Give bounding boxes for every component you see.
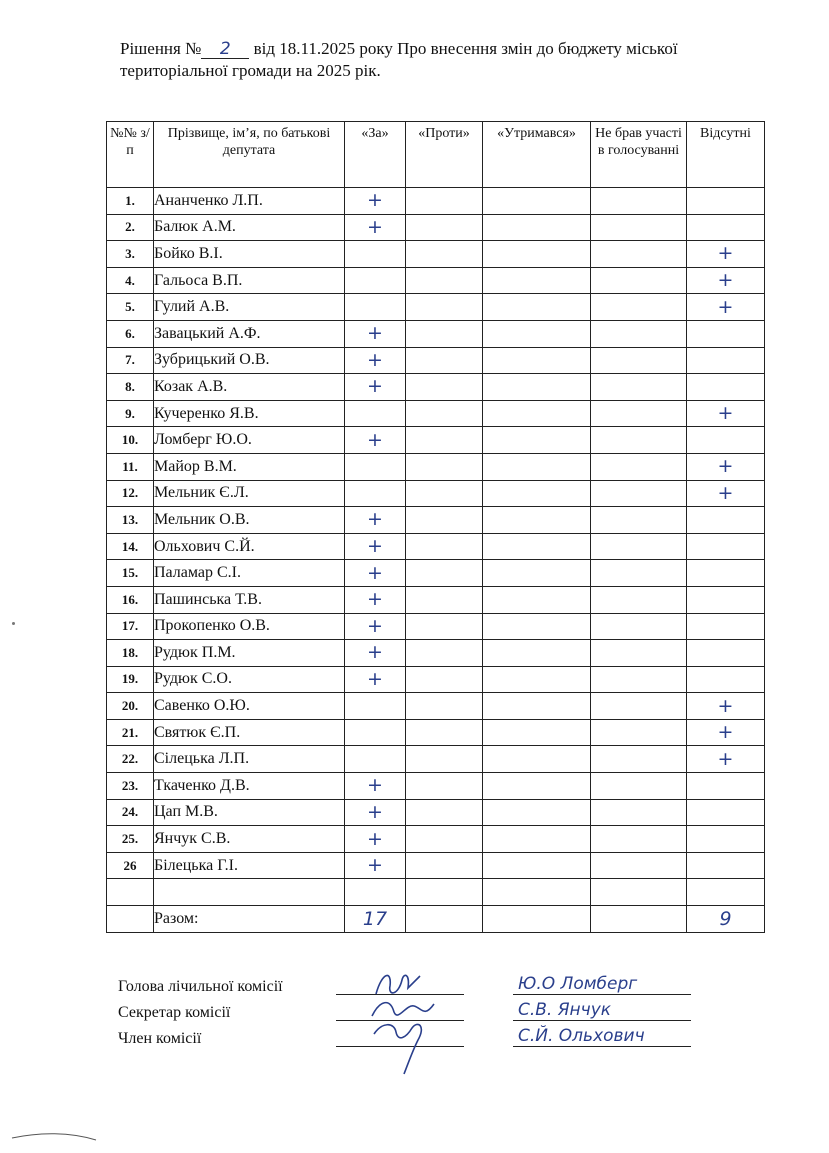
decision-number: 2 xyxy=(201,40,249,59)
header-name: Прізвище, ім’я, по батькові депутата xyxy=(154,122,345,188)
vote-ne-brav xyxy=(591,241,687,268)
vote-vidsutni xyxy=(687,586,765,613)
vote-ne-brav xyxy=(591,719,687,746)
vote-vidsutni: + xyxy=(687,719,765,746)
row-number xyxy=(107,879,154,906)
decision-title-line1: від 18.11.2025 року Про внесення змін до бюджету міської xyxy=(249,39,678,58)
vote-za: + xyxy=(345,666,406,693)
table-row xyxy=(107,640,765,667)
row-number: 12. xyxy=(107,480,154,507)
deputy-name: Гальоса В.П. xyxy=(154,267,345,294)
vote-vidsutni: + xyxy=(687,241,765,268)
vote-za: + xyxy=(345,347,406,374)
vote-ne-brav xyxy=(591,826,687,853)
deputy-name: Мельник О.В. xyxy=(154,507,345,534)
vote-ne-brav xyxy=(591,560,687,587)
vote-za xyxy=(345,693,406,720)
vote-ne-brav xyxy=(591,320,687,347)
vote-utrymavsia xyxy=(483,746,591,773)
deputy-name: Мельник Є.Л. xyxy=(154,480,345,507)
vote-utrymavsia xyxy=(483,347,591,374)
vote-utrymavsia xyxy=(483,826,591,853)
vote-za: + xyxy=(345,507,406,534)
row-number: 17. xyxy=(107,613,154,640)
table-row xyxy=(107,560,765,587)
vote-vidsutni xyxy=(687,773,765,800)
vote-za: + xyxy=(345,852,406,879)
vote-proty xyxy=(406,586,483,613)
vote-za: + xyxy=(345,773,406,800)
table-row xyxy=(107,480,765,507)
vote-za: + xyxy=(345,427,406,454)
vote-utrymavsia xyxy=(483,480,591,507)
vote-vidsutni: + xyxy=(687,294,765,321)
vote-proty xyxy=(406,746,483,773)
row-number: 16. xyxy=(107,586,154,613)
vote-vidsutni xyxy=(687,188,765,215)
signature-row xyxy=(118,1028,758,1054)
signature-line xyxy=(513,1020,691,1021)
vote-ne-brav xyxy=(591,188,687,215)
deputy-name xyxy=(154,879,345,906)
vote-ne-brav xyxy=(591,640,687,667)
vote-utrymavsia xyxy=(483,427,591,454)
row-number: 15. xyxy=(107,560,154,587)
table-row xyxy=(107,400,765,427)
table-row xyxy=(107,693,765,720)
deputy-name: Сілецька Л.П. xyxy=(154,746,345,773)
row-number: 9. xyxy=(107,400,154,427)
row-number: 4. xyxy=(107,267,154,294)
vote-vidsutni xyxy=(687,533,765,560)
row-number: 18. xyxy=(107,640,154,667)
vote-proty xyxy=(406,879,483,906)
deputy-name: Ольхович С.Й. xyxy=(154,533,345,560)
vote-za xyxy=(345,719,406,746)
deputy-name: Ткаченко Д.В. xyxy=(154,773,345,800)
vote-proty xyxy=(406,453,483,480)
vote-proty xyxy=(406,400,483,427)
table-row xyxy=(107,879,765,906)
row-number: 14. xyxy=(107,533,154,560)
vote-za xyxy=(345,294,406,321)
row-number: 19. xyxy=(107,666,154,693)
row-number: 8. xyxy=(107,374,154,401)
vote-ne-brav xyxy=(591,400,687,427)
vote-vidsutni xyxy=(687,666,765,693)
deputy-name: Янчук С.В. xyxy=(154,826,345,853)
vote-ne-brav xyxy=(591,879,687,906)
vote-proty xyxy=(406,693,483,720)
vote-za: + xyxy=(345,613,406,640)
row-number: 20. xyxy=(107,693,154,720)
vote-ne-brav xyxy=(591,586,687,613)
vote-vidsutni xyxy=(687,799,765,826)
deputy-name: Святюк Є.П. xyxy=(154,719,345,746)
table-row xyxy=(107,347,765,374)
vote-ne-brav xyxy=(591,852,687,879)
vote-utrymavsia xyxy=(483,666,591,693)
deputy-name: Ананченко Л.П. xyxy=(154,188,345,215)
vote-utrymavsia xyxy=(483,374,591,401)
vote-utrymavsia xyxy=(483,320,591,347)
scan-dot xyxy=(12,622,15,625)
vote-utrymavsia xyxy=(483,640,591,667)
deputy-name: Кучеренко Я.В. xyxy=(154,400,345,427)
vote-proty xyxy=(406,294,483,321)
vote-ne-brav xyxy=(591,746,687,773)
vote-utrymavsia xyxy=(483,294,591,321)
signature-name: Ю.О Ломберг xyxy=(518,974,638,994)
vote-ne-brav xyxy=(591,613,687,640)
vote-ne-brav xyxy=(591,480,687,507)
table-row xyxy=(107,320,765,347)
deputy-name: Цап М.В. xyxy=(154,799,345,826)
decision-prefix: Рішення № xyxy=(120,39,202,58)
row-number: 13. xyxy=(107,507,154,534)
vote-ne-brav xyxy=(591,773,687,800)
vote-za xyxy=(345,400,406,427)
deputy-name: Рудюк С.О. xyxy=(154,666,345,693)
vote-proty xyxy=(406,613,483,640)
vote-utrymavsia xyxy=(483,586,591,613)
total-ne-brav xyxy=(591,906,687,933)
total-za: 17 xyxy=(345,906,406,933)
row-number: 2. xyxy=(107,214,154,241)
vote-proty xyxy=(406,719,483,746)
row-number: 11. xyxy=(107,453,154,480)
decision-title-line2: територіальної громади на 2025 рік. xyxy=(120,61,381,80)
row-number: 3. xyxy=(107,241,154,268)
table-row xyxy=(107,852,765,879)
table-header-row xyxy=(107,122,765,188)
vote-vidsutni xyxy=(687,613,765,640)
row-number: 7. xyxy=(107,347,154,374)
vote-utrymavsia xyxy=(483,773,591,800)
vote-vidsutni xyxy=(687,214,765,241)
vote-vidsutni: + xyxy=(687,693,765,720)
vote-vidsutni xyxy=(687,320,765,347)
table-row xyxy=(107,241,765,268)
vote-ne-brav xyxy=(591,666,687,693)
vote-utrymavsia xyxy=(483,507,591,534)
row-number: 21. xyxy=(107,719,154,746)
vote-utrymavsia xyxy=(483,400,591,427)
vote-proty xyxy=(406,666,483,693)
vote-proty xyxy=(406,560,483,587)
vote-ne-brav xyxy=(591,693,687,720)
signature-role: Голова лічильної комісії xyxy=(118,978,283,995)
table-row xyxy=(107,826,765,853)
vote-za: + xyxy=(345,188,406,215)
vote-za: + xyxy=(345,799,406,826)
vote-utrymavsia xyxy=(483,214,591,241)
vote-proty xyxy=(406,374,483,401)
vote-utrymavsia xyxy=(483,560,591,587)
vote-ne-brav xyxy=(591,374,687,401)
deputy-name: Завацький А.Ф. xyxy=(154,320,345,347)
row-number: 10. xyxy=(107,427,154,454)
voting-table xyxy=(106,121,765,933)
row-number: 23. xyxy=(107,773,154,800)
vote-ne-brav xyxy=(591,507,687,534)
vote-za xyxy=(345,453,406,480)
vote-ne-brav xyxy=(591,347,687,374)
header-ne-brav: Не брав участі в голосуванні xyxy=(591,122,687,188)
vote-ne-brav xyxy=(591,427,687,454)
vote-vidsutni: + xyxy=(687,453,765,480)
deputy-name: Білецька Г.І. xyxy=(154,852,345,879)
deputy-name: Пашинська Т.В. xyxy=(154,586,345,613)
deputy-name: Майор В.М. xyxy=(154,453,345,480)
total-label: Разом: xyxy=(154,906,345,933)
table-row xyxy=(107,719,765,746)
vote-proty xyxy=(406,427,483,454)
vote-za: + xyxy=(345,640,406,667)
vote-proty xyxy=(406,640,483,667)
vote-utrymavsia xyxy=(483,188,591,215)
row-number: 1. xyxy=(107,188,154,215)
table-row xyxy=(107,453,765,480)
vote-vidsutni xyxy=(687,640,765,667)
table-row xyxy=(107,214,765,241)
scan-mark-icon xyxy=(10,1126,100,1146)
vote-proty xyxy=(406,241,483,268)
vote-za xyxy=(345,480,406,507)
vote-proty xyxy=(406,214,483,241)
vote-za: + xyxy=(345,533,406,560)
vote-ne-brav xyxy=(591,453,687,480)
table-row xyxy=(107,427,765,454)
table-row xyxy=(107,746,765,773)
deputy-name: Савенко О.Ю. xyxy=(154,693,345,720)
vote-utrymavsia xyxy=(483,719,591,746)
total-proty xyxy=(406,906,483,933)
header-utrymavsia: «Утримався» xyxy=(483,122,591,188)
header-za: «За» xyxy=(345,122,406,188)
table-row xyxy=(107,666,765,693)
vote-utrymavsia xyxy=(483,693,591,720)
header-vidsutni: Відсутні xyxy=(687,122,765,188)
vote-ne-brav xyxy=(591,214,687,241)
vote-vidsutni xyxy=(687,879,765,906)
deputy-name: Прокопенко О.В. xyxy=(154,613,345,640)
vote-vidsutni: + xyxy=(687,746,765,773)
table-row xyxy=(107,294,765,321)
signature-line xyxy=(513,994,691,995)
vote-proty xyxy=(406,773,483,800)
row-number: 25. xyxy=(107,826,154,853)
deputy-name: Бойко В.І. xyxy=(154,241,345,268)
vote-utrymavsia xyxy=(483,241,591,268)
deputy-name: Рудюк П.М. xyxy=(154,640,345,667)
vote-utrymavsia xyxy=(483,799,591,826)
vote-proty xyxy=(406,852,483,879)
total-utrymavsia xyxy=(483,906,591,933)
row-number: 24. xyxy=(107,799,154,826)
vote-ne-brav xyxy=(591,267,687,294)
vote-proty xyxy=(406,267,483,294)
vote-proty xyxy=(406,320,483,347)
vote-ne-brav xyxy=(591,533,687,560)
total-num-cell xyxy=(107,906,154,933)
vote-za: + xyxy=(345,826,406,853)
vote-vidsutni: + xyxy=(687,480,765,507)
vote-utrymavsia xyxy=(483,879,591,906)
signature-role: Секретар комісії xyxy=(118,1004,231,1021)
total-vidsutni: 9 xyxy=(687,906,765,933)
vote-za: + xyxy=(345,560,406,587)
vote-proty xyxy=(406,826,483,853)
deputy-name: Гулий А.В. xyxy=(154,294,345,321)
handwritten-signature-icon xyxy=(368,1018,448,1078)
vote-utrymavsia xyxy=(483,453,591,480)
vote-proty xyxy=(406,480,483,507)
signature-line xyxy=(513,1046,691,1047)
vote-ne-brav xyxy=(591,294,687,321)
vote-ne-brav xyxy=(591,799,687,826)
vote-za: + xyxy=(345,586,406,613)
table-row xyxy=(107,773,765,800)
vote-proty xyxy=(406,533,483,560)
table-row xyxy=(107,374,765,401)
vote-vidsutni xyxy=(687,507,765,534)
vote-vidsutni xyxy=(687,374,765,401)
vote-vidsutni: + xyxy=(687,400,765,427)
header-proty: «Проти» xyxy=(406,122,483,188)
vote-vidsutni xyxy=(687,852,765,879)
vote-proty xyxy=(406,188,483,215)
deputy-name: Ломберг Ю.О. xyxy=(154,427,345,454)
deputy-name: Балюк А.М. xyxy=(154,214,345,241)
table-row xyxy=(107,533,765,560)
vote-vidsutni xyxy=(687,427,765,454)
vote-utrymavsia xyxy=(483,267,591,294)
deputy-name: Паламар С.І. xyxy=(154,560,345,587)
vote-za xyxy=(345,241,406,268)
signature-block xyxy=(118,976,758,1054)
row-number: 26 xyxy=(107,852,154,879)
vote-za xyxy=(345,746,406,773)
vote-utrymavsia xyxy=(483,533,591,560)
vote-vidsutni xyxy=(687,347,765,374)
header-num: №№ з/п xyxy=(107,122,154,188)
vote-proty xyxy=(406,799,483,826)
deputy-name: Козак А.В. xyxy=(154,374,345,401)
row-number: 22. xyxy=(107,746,154,773)
vote-vidsutni xyxy=(687,826,765,853)
total-row xyxy=(107,906,765,933)
vote-utrymavsia xyxy=(483,613,591,640)
vote-proty xyxy=(406,507,483,534)
vote-za xyxy=(345,879,406,906)
vote-za xyxy=(345,267,406,294)
table-row xyxy=(107,799,765,826)
table-row xyxy=(107,507,765,534)
vote-utrymavsia xyxy=(483,852,591,879)
table-row xyxy=(107,267,765,294)
deputy-name: Зубрицький О.В. xyxy=(154,347,345,374)
signature-name: С.В. Янчук xyxy=(518,1000,612,1020)
signature-name: С.Й. Ольхович xyxy=(518,1026,645,1046)
vote-za: + xyxy=(345,320,406,347)
vote-proty xyxy=(406,347,483,374)
signature-role: Член комісії xyxy=(118,1030,202,1047)
document-header xyxy=(120,38,780,82)
vote-vidsutni xyxy=(687,560,765,587)
table-row xyxy=(107,613,765,640)
vote-za: + xyxy=(345,214,406,241)
table-row xyxy=(107,188,765,215)
row-number: 6. xyxy=(107,320,154,347)
table-row xyxy=(107,586,765,613)
vote-vidsutni: + xyxy=(687,267,765,294)
vote-za: + xyxy=(345,374,406,401)
row-number: 5. xyxy=(107,294,154,321)
